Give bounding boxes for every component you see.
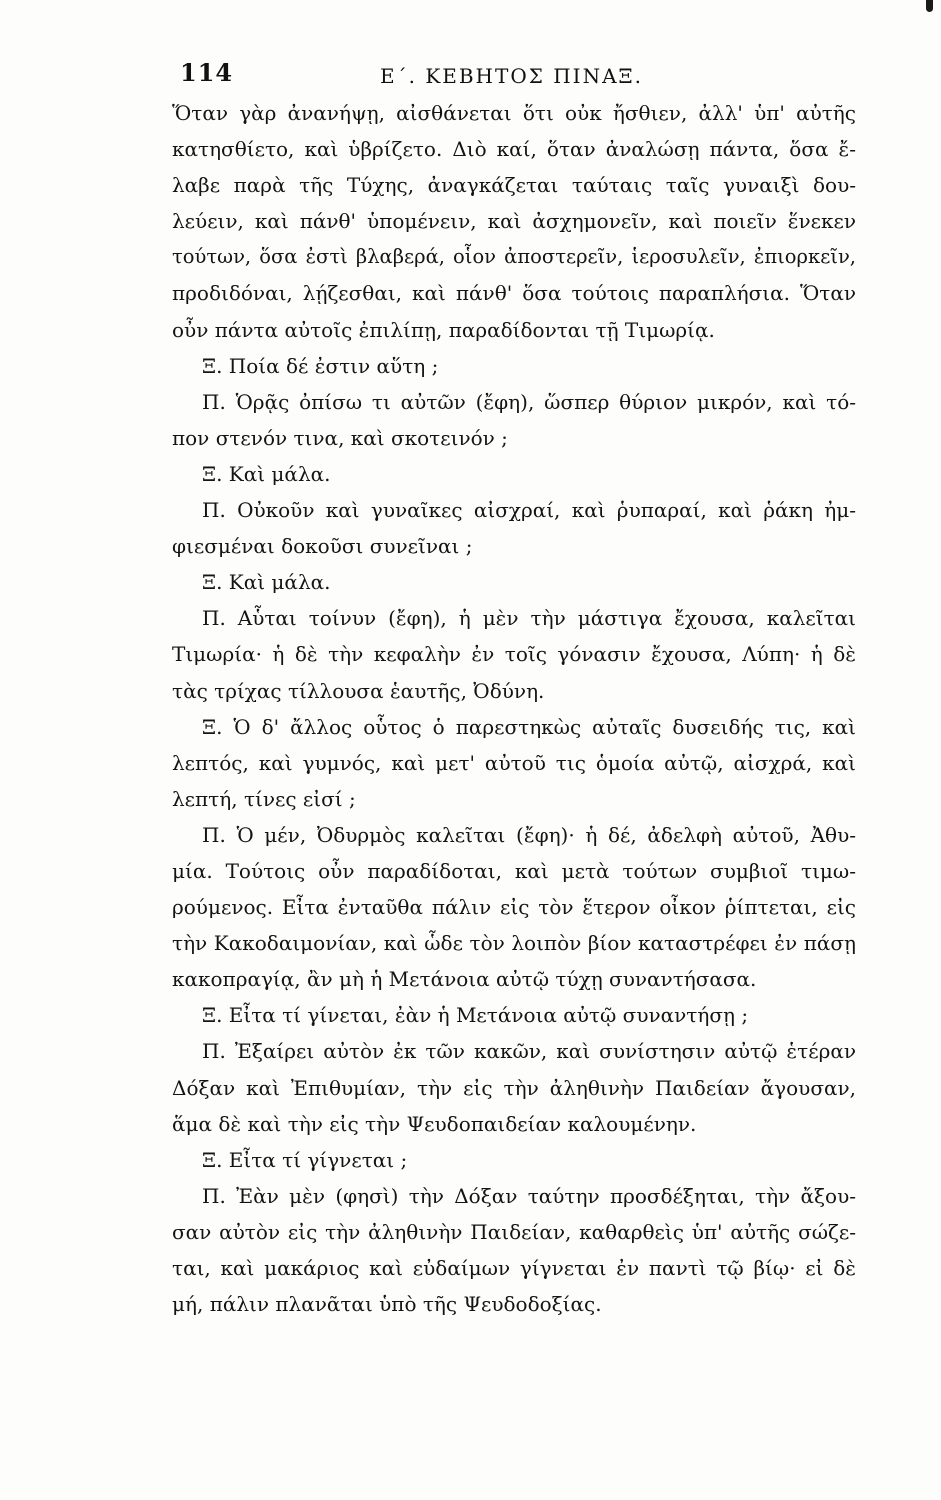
text-line: σαν αὐτὸν εἰς τὴν ἀληθινὴν Παιδείαν, καθαρθεὶς ὑπ' αὐτῆς σώζε- [172,1219,856,1244]
page-edge-mark [926,0,933,12]
text-line: Π. Ὁ μέν, Ὀδυρμὸς καλεῖται (ἔφη)· ἡ δέ, ἀδελφὴ αὐτοῦ, Ἀθυ- [202,822,856,847]
text-line: πον στενόν τινα, καὶ σκοτεινόν ; [172,425,508,450]
text-line: λεπτός, καὶ γυμνός, καὶ μετ' αὐτοῦ τις ὁμοία αὐτῷ, αἰσχρά, καὶ [172,750,856,775]
text-line: φιεσμέναι δοκοῦσι συνεῖναι ; [172,534,473,559]
text-line: Ξ. Ὁ δ' ἄλλος οὗτος ὁ παρεστηκὼς αὐταῖς δυσειδής τις, καὶ [202,714,856,739]
text-line: λεπτή, τίνες εἰσί ; [172,786,356,811]
text-line: λαβε παρὰ τῆς Τύχης, ἀναγκάζεται ταύταις ταῖς γυναιξὶ δου- [172,173,856,198]
page-number: 114 [180,58,234,87]
page-header [180,58,850,98]
text-line: μή, πάλιν πλανᾶται ὑπὸ τῆς Ψευδοδοξίας. [172,1292,602,1317]
text-line: κατησθίετο, καὶ ὑβρίζετο. Διὸ καί, ὅταν ἀναλώσῃ πάντα, ὅσα ἔ- [172,137,856,162]
text-line: τὴν Κακοδαιμονίαν, καὶ ὧδε τὸν λοιπὸν βίον καταστρέφει ἐν πάσῃ [172,931,856,956]
text-line: τούτων, ὅσα ἐστὶ βλαβερά, οἷον ἀποστερεῖν, ἱεροσυλεῖν, ἐπιορκεῖν, [172,245,856,269]
running-head: Ε΄. ΚΕΒΗΤΟΣ ΠΙΝΑΞ. [380,64,643,88]
text-line: Π. Ἐξαίρει αὐτὸν ἐκ τῶν κακῶν, καὶ συνίστησιν αὐτῷ ἑτέραν [202,1039,856,1064]
text-line: μία. Τούτοις οὖν παραδίδοται, καὶ μετὰ τούτων συμβιοῖ τιμω- [172,858,856,883]
text-line: Ξ. Εἶτα τί γίγνεται ; [202,1147,408,1172]
text-line: Ὅταν γὰρ ἀνανήψῃ, αἰσθάνεται ὅτι οὐκ ἤσθιεν, ἀλλ' ὑπ' αὐτῆς [172,101,856,125]
text-line: Ξ. Εἶτα τί γίνεται, ἐὰν ἡ Μετάνοια αὐτῷ συναντήσῃ ; [202,1003,749,1028]
text-line: οὖν πάντα αὐτοῖς ἐπιλίπῃ, παραδίδονται τῇ Τιμωρίᾳ. [172,317,715,342]
text-line: Ξ. Καὶ μάλα. [202,461,331,486]
text-line: Δόξαν καὶ Ἐπιθυμίαν, τὴν εἰς τὴν ἀληθινὴν Παιδείαν ἄγουσαν, [172,1075,856,1100]
text-line: Ξ. Καὶ μάλα. [202,570,331,595]
text-line: Τιμωρία· ἡ δὲ τὴν κεφαλὴν ἐν τοῖς γόνασιν ἔχουσα, Λύπη· ἡ δὲ [172,642,856,667]
text-line: ται, καὶ μακάριος καὶ εὐδαίμων γίγνεται ἐν παντὶ τῷ βίῳ· εἰ δὲ [172,1256,856,1280]
text-line: ἅμα δὲ καὶ τὴν εἰς τὴν Ψευδοπαιδείαν καλουμένην. [172,1111,697,1136]
text-line: Π. Οὐκοῦν καὶ γυναῖκες αἰσχραί, καὶ ῥυπαραί, καὶ ῥάκη ἠμ- [202,498,856,523]
body-text [172,95,856,1322]
text-line: Π. Ὁρᾷς ὀπίσω τι αὐτῶν (ἔφη), ὥσπερ θύριον μικρόν, καὶ τό- [202,389,856,414]
text-line: Π. Αὗται τοίνυν (ἔφη), ἡ μὲν τὴν μάστιγα ἔχουσα, καλεῖται [202,606,856,631]
text-line: λεύειν, καὶ πάνθ' ὑπομένειν, καὶ ἀσχημονεῖν, καὶ ποιεῖν ἕνεκεν [172,209,856,234]
text-line: ρούμενος. Εἶτα ἐνταῦθα πάλιν εἰς τὸν ἕτερον οἶκον ῥίπτεται, εἰς [172,895,856,920]
text-line: τὰς τρίχας τίλλουσα ἑαυτῆς, Ὀδύνη. [172,678,545,703]
text-line: Ξ. Ποία δέ ἐστιν αὕτη ; [202,353,439,378]
text-line: Π. Ἐὰν μὲν (φησὶ) τὴν Δόξαν ταύτην προσδέξηται, τὴν ἄξου- [202,1183,856,1208]
text-line: κακοπραγίᾳ, ἂν μὴ ἡ Μετάνοια αὐτῷ τύχῃ συναντήσασα. [172,967,757,992]
text-line: προδιδόναι, λῄζεσθαι, καὶ πάνθ' ὅσα τούτοις παραπλήσια. Ὅταν [172,281,856,306]
